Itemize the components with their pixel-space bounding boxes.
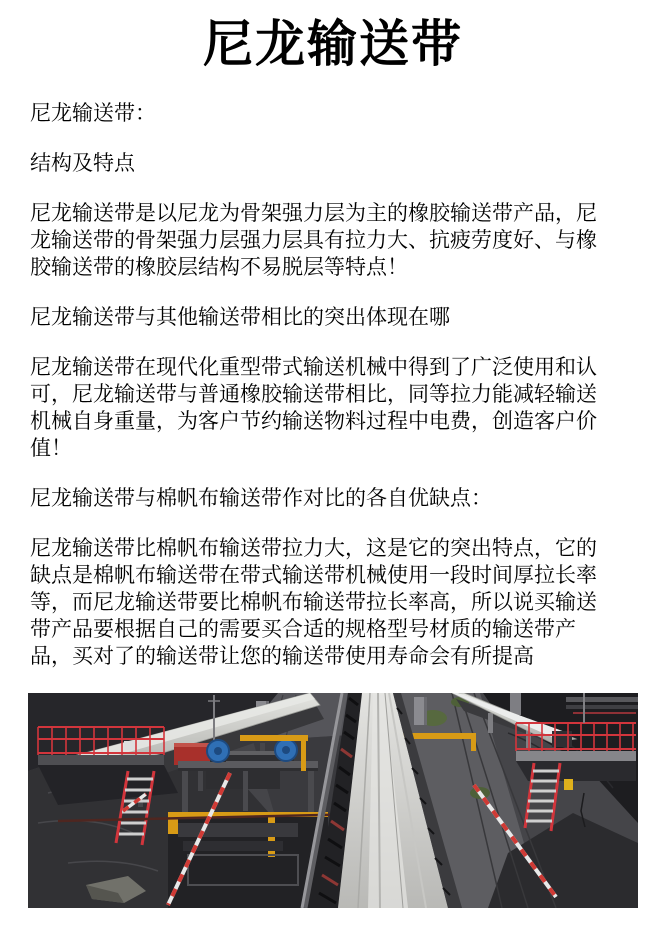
conveyor-photo-svg xyxy=(28,693,638,908)
paragraph-section-cotton: 尼龙输送带与棉帆布输送带作对比的各自优缺点： xyxy=(30,487,492,510)
page-title: 尼龙输送带 xyxy=(203,16,463,72)
paragraph-section-compare: 尼龙输送带与其他输送带相比的突出体现在哪 xyxy=(30,306,450,329)
paragraph-section-structure: 结构及特点 xyxy=(30,152,135,175)
article-page xyxy=(0,14,666,944)
paragraph-compare-detail: 尼龙输送带在现代化重型带式输送机械中得到了广泛使用和认可，尼龙输送带与普通橡胶输送带相比，同等拉力能减轻输送机械自身重量，为客户节约输送物料过程中电费，创造客户价值！ xyxy=(30,356,597,460)
paragraph-lead: 尼龙输送带： xyxy=(30,102,156,125)
paragraph-structure-detail: 尼龙输送带是以尼龙为骨架强力层为主的橡胶输送带产品，尼龙输送带的骨架强力层强力层具有拉力大、抗疲劳度好、与橡胶输送带的橡胶层结构不易脱层等特点！ xyxy=(30,202,597,279)
conveyor-site-photo xyxy=(28,693,638,908)
paragraph-cotton-detail: 尼龙输送带比棉帆布输送带拉力大，这是它的突出特点，它的缺点是棉帆布输送带在带式输送带机械使用一段时间厚拉长率等，而尼龙输送带要比棉帆布输送带拉长率高，所以说买输送带产品要根据自己的需要买合适的规格型号材质的输送带产品，买对了的输送带让您的输送带使用寿命会有所提高 xyxy=(30,537,597,668)
article-body xyxy=(0,100,666,670)
